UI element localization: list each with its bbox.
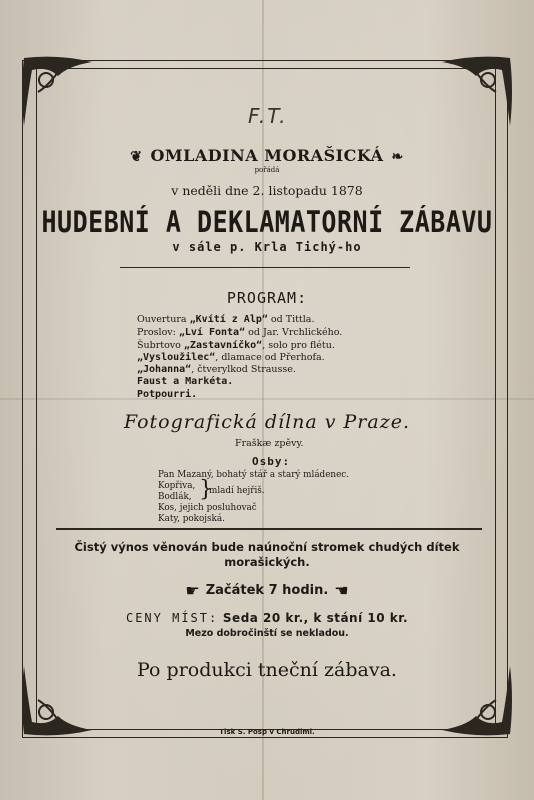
event-venue: v sále p. Krla Tichý-ho	[172, 240, 362, 254]
program-item	[137, 340, 335, 351]
program-item	[137, 352, 325, 363]
pointing-hand-left-icon: ☚	[334, 581, 349, 600]
organizer-row	[0, 146, 534, 165]
person-role: Kopřiva,	[158, 481, 196, 491]
proceeds-line: morašických.	[224, 555, 310, 569]
program-item	[137, 314, 314, 325]
program-item	[137, 376, 233, 387]
prices-label: CENY MÍST:	[125, 611, 219, 625]
corner-ornament-top-left	[18, 52, 98, 132]
program-item	[137, 364, 296, 375]
program-item-suffix: , čtverylkod Strausse.	[191, 364, 296, 375]
start-time-row	[0, 581, 534, 600]
after-show-note: Po produkci tneční zábava.	[137, 659, 397, 681]
program-item-suffix: od Jar. Vrchlického.	[245, 327, 343, 338]
event-date: v neděli dne 2. listopadu 1878	[171, 183, 363, 198]
flourish-left-icon: ❦	[130, 148, 143, 165]
program-item-piece: Faust a Markéta.	[137, 376, 234, 387]
play-subtitle: Fraškæ zpěvy.	[235, 438, 304, 449]
program-item-piece: Potpourri.	[137, 389, 198, 400]
program-item-piece: „Kvítí z Alp“	[189, 314, 268, 325]
program-item-piece: „Vysloužilec“	[137, 352, 216, 363]
handwritten-monogram: F.T.	[248, 104, 288, 128]
program-item-prefix: Proslov:	[137, 327, 179, 338]
person-role: Katy, pokojská.	[158, 514, 225, 524]
gifts-note: Mezo dobročinští se nekladou.	[185, 628, 349, 639]
program-item-piece: „Lví Fonta“	[178, 327, 246, 338]
pointing-hand-right-icon: ☛	[185, 581, 200, 600]
program-item-prefix: Ouvertura	[137, 314, 190, 325]
person-role-group: mladí hejřiš.	[209, 486, 265, 496]
program-heading: PROGRAM:	[226, 289, 308, 307]
start-time: Začátek 7 hodin.	[205, 583, 329, 598]
program-item-suffix: , dlamace od Přerhofa.	[215, 352, 325, 363]
person-role: Kos, jejich posluhovač	[158, 503, 257, 513]
event-title: HUDEBNÍ A DEKLAMATORNÍ ZÁBAVU	[41, 205, 493, 240]
printer-imprint: Tisk S. Posp v Chrudimi.	[219, 728, 315, 736]
play-title: Fotografická dílna v Praze.	[123, 411, 411, 433]
person-role: Pan Mazaný, bohatý stář a starý mládenec.	[158, 470, 349, 480]
person-role: Bodlák,	[158, 492, 192, 502]
program-item-suffix: od Tittla.	[267, 314, 315, 325]
prices-text: Seda 20 kr., k stání 10 kr.	[218, 611, 409, 625]
organizer-name: OMLADINA MORAŠICKÁ	[150, 146, 384, 165]
divider-rule-thick	[56, 528, 482, 530]
program-item-piece: „Johanna“	[137, 364, 192, 375]
proceeds-line: Čistý výnos věnován bude naúnoční stromek chudých dítek	[74, 540, 460, 554]
organizer-verb: pořádá	[254, 166, 280, 174]
flourish-right-icon: ❧	[391, 148, 404, 165]
program-item	[137, 327, 342, 338]
persons-heading: Osby:	[252, 455, 291, 468]
program-item-suffix: , solo pro flétu.	[262, 340, 335, 351]
program-item-piece: „Zastavníčko“	[183, 340, 263, 351]
prices-row	[0, 611, 534, 625]
divider-rule	[120, 267, 410, 268]
program-item-prefix: Šubrtovo	[137, 340, 184, 351]
program-item	[137, 389, 197, 400]
corner-ornament-top-right	[436, 52, 516, 132]
brace-icon: }	[199, 477, 213, 502]
